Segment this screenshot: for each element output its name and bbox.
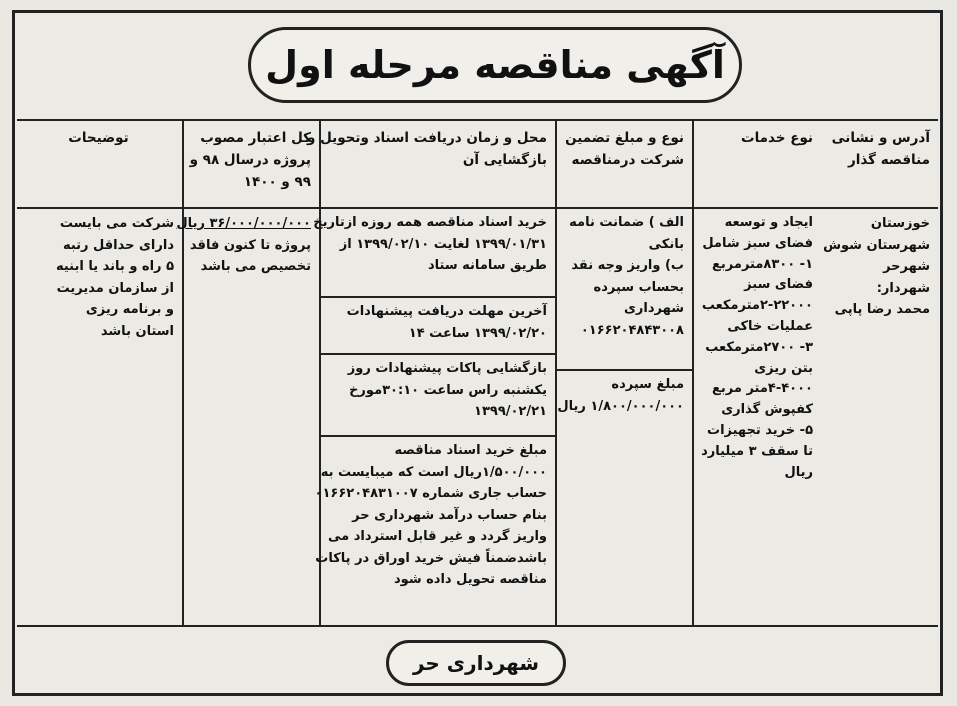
notice-title: آگهی مناقصه مرحله اول [248,27,742,103]
cell-budget: ۳۶/۰۰۰/۰۰۰/۰۰۰ ریال پروژه تا کنون فاقد تخصیص می باشد [176,216,311,274]
col-address [821,121,938,625]
header-notes: توضیحات [17,121,182,209]
cell-address: خوزستان شهرستان شوش شهرحر شهردار: محمد رضا پاپی [823,216,930,317]
cell-opening-time: بازگشایی پاکات پیشنهادات روز یکشنبه راس ساعت ۳۰:۱۰مورخ ۱۳۹۹/۰۲/۲۱ [321,355,555,437]
cell-notes: شرکت می بایست دارای حداقل رتبه ۵ راه و باند یا ابنیه از سازمان مدیریت و برنامه ریزی استان باشد [55,216,174,339]
cell-services: ایجاد و توسعه فضای سبز شامل ۱- ۸۳۰۰مترمربع فضای سبز ۲-۲۲۰۰۰مترمکعب عملیات خاکی ۳- ۲۷۰۰مترمکعب بتن ریزی ۴-۴۰۰۰متر مربع کفپوش گذاری ۵- خرید تجهیزات تا سقف ۳ میلیارد ریال [701,215,813,480]
cell-document-purchase: خرید اسناد مناقصه همه روزه ازتاریخ ۱۳۹۹/۰۱/۳۱ لغایت ۱۳۹۹/۰۲/۱۰ از طریق سامانه ستاد [321,209,555,298]
col-services [692,121,821,625]
header-address: آدرس و نشانی مناقصه گذار [821,121,938,209]
header-budget: کل اعتبار مصوب پروژه درسال ۹۸ و ۹۹ و ۱۴۰۰ [184,121,319,209]
header-guarantee: نوع و مبلغ تضمین شرکت درمناقصه [557,121,692,209]
col-notes [17,121,182,625]
tender-table [17,119,938,627]
issuer-badge: شهرداری حر [386,640,566,686]
cell-guarantee-types: الف ) ضمانت نامه بانکی ب) واریز وجه نقد بحساب سپرده شهرداری ۰۱۶۶۲۰۴۸۴۳۰۰۸ [557,209,692,371]
col-guarantee [555,121,692,625]
notice-frame [12,10,943,696]
cell-document-fee: مبلغ خرید اسناد مناقصه ۱/۵۰۰/۰۰۰ریال است که میبایست به حساب جاری شماره ۰۱۶۶۲۰۴۸۳۱۰۰۷ بنام حساب درآمد شهرداری حر واریز گردد و غیر قابل استرداد می باشدضمناً فیش خرید اوراق در پاکات مناقصه تحویل داده شود [314,443,547,587]
cell-submission-deadline: آخرین مهلت دریافت پیشنهادات ۱۳۹۹/۰۲/۲۰ ساعت ۱۴ [321,298,555,355]
col-budget [176,121,319,625]
col-place-time [307,121,555,625]
header-place-time: محل و زمان دریافت اسناد وتحویل و بازگشایی آن [321,121,555,209]
cell-guarantee-amount: مبلغ سپرده ۱/۸۰۰/۰۰۰/۰۰۰ ریال [557,377,684,414]
header-services: نوع خدمات [694,121,821,209]
